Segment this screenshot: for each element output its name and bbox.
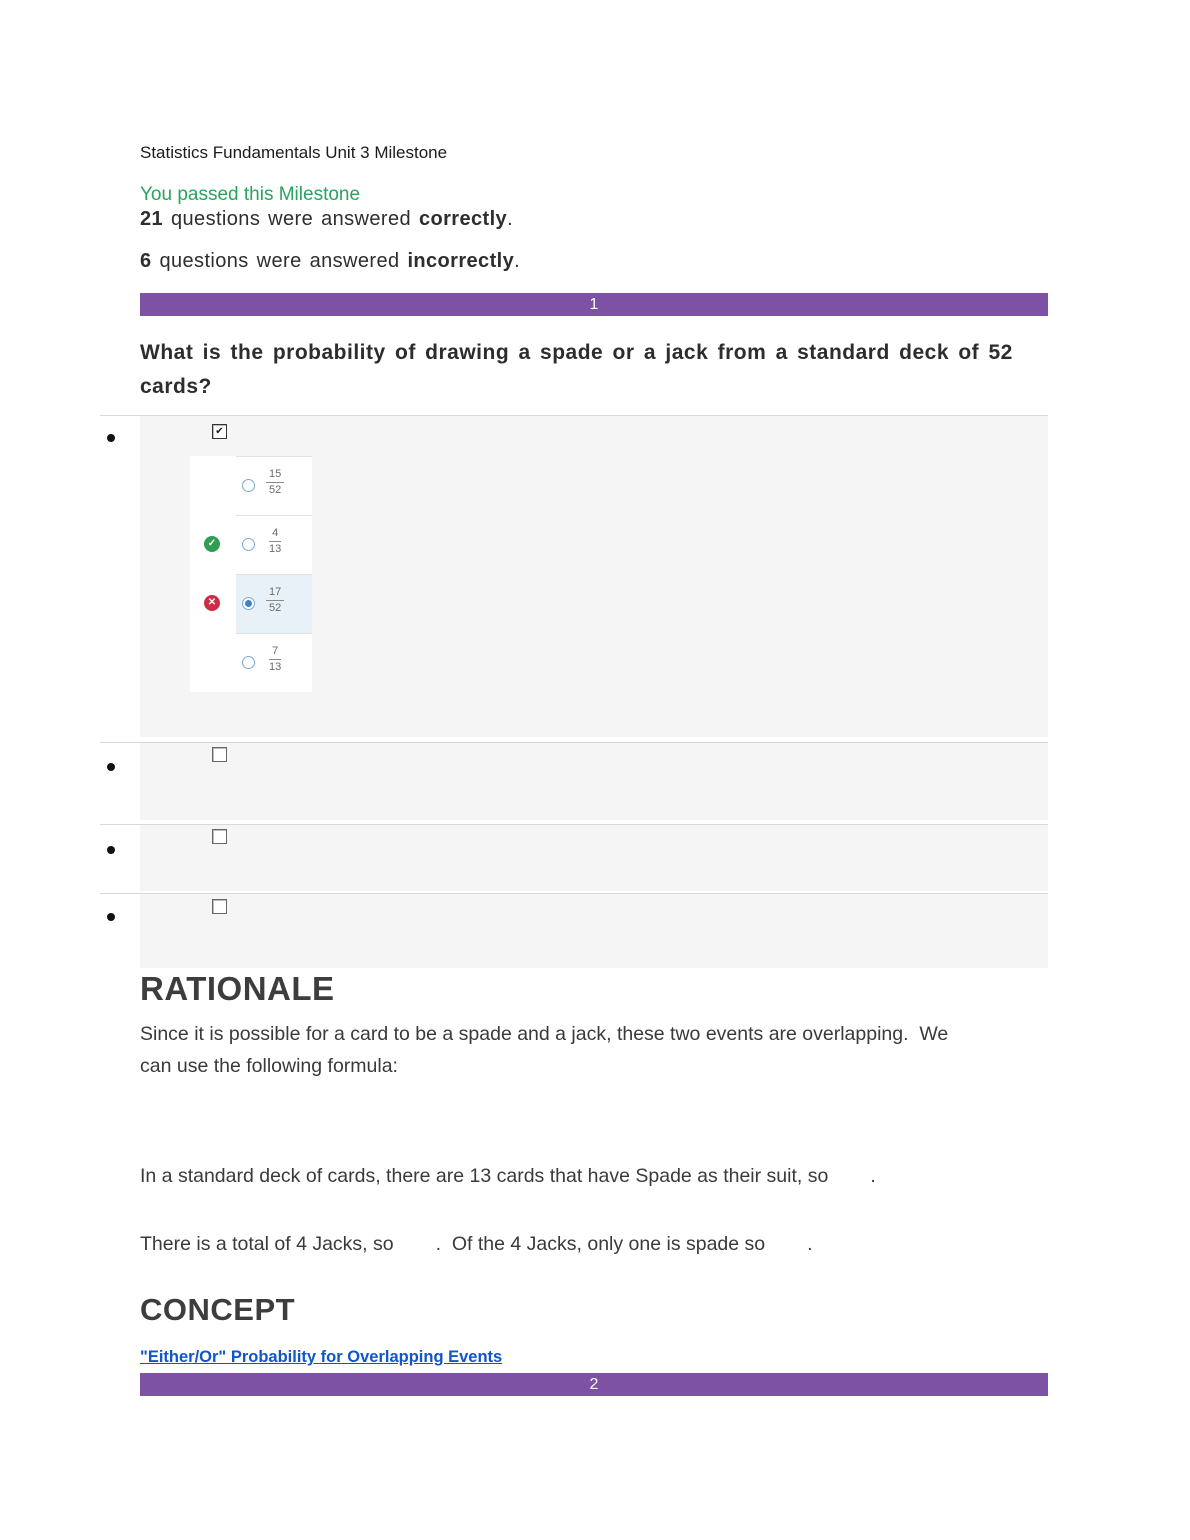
incorrect-score-line xyxy=(140,250,520,273)
incorrect-period: . xyxy=(514,250,521,272)
rationale-paragraph-3 xyxy=(140,1228,980,1260)
fraction-value xyxy=(266,644,284,675)
correct-score-line xyxy=(140,208,513,231)
answer-checkbox-empty[interactable] xyxy=(212,829,227,844)
answer-option-block-3 xyxy=(100,824,1048,891)
option-separator xyxy=(236,456,312,457)
correct-answer-icon: ✓ xyxy=(204,536,220,552)
fraction-value xyxy=(266,585,284,616)
correct-count: 21 xyxy=(140,208,164,230)
fraction-denominator: 52 xyxy=(269,601,282,614)
radio-selected-icon[interactable] xyxy=(242,597,255,610)
rationale-paragraph-1: Since it is possible for a card to be a spade and a jack, these two events are overlapping. We can use the following formula: xyxy=(140,1023,949,1078)
answer-checkbox-empty[interactable] xyxy=(212,747,227,762)
incorrect-count: 6 xyxy=(140,250,152,272)
passed-message: You passed this Milestone xyxy=(140,184,361,205)
fraction-value xyxy=(266,467,284,498)
paragraph-3-text-b: . Of the 4 Jacks, only one is spade so xyxy=(435,1233,766,1255)
question-2-number-bar: 2 xyxy=(140,1373,1048,1396)
incorrect-emphasis: incorrectly xyxy=(407,250,515,272)
correct-emphasis: correctly xyxy=(418,208,508,230)
option-row-15-52[interactable] xyxy=(190,456,312,515)
radio-unselected-icon[interactable] xyxy=(242,479,255,492)
fraction-denominator: 13 xyxy=(269,542,282,555)
fraction-value xyxy=(266,526,284,557)
radio-unselected-icon[interactable] xyxy=(242,538,255,551)
answer-area-background xyxy=(140,894,1048,968)
list-bullet xyxy=(107,913,115,921)
incorrect-middle-text: questions were answered xyxy=(151,250,408,272)
option-separator xyxy=(236,515,312,516)
option-separator xyxy=(236,574,312,575)
answer-area-background xyxy=(140,825,1048,891)
option-row-7-13[interactable] xyxy=(190,633,312,692)
paragraph-3-text-a: There is a total of 4 Jacks, so xyxy=(140,1233,394,1255)
option-row-4-13[interactable] xyxy=(190,515,312,574)
fraction-numerator: 17 xyxy=(266,585,284,601)
concept-heading: CONCEPT xyxy=(140,1292,296,1327)
paragraph-2-text: In a standard deck of cards, there are 13 cards that have Spade as their suit, so xyxy=(140,1165,829,1187)
fraction-numerator: 7 xyxy=(269,644,281,660)
radio-unselected-icon[interactable] xyxy=(242,656,255,669)
list-bullet xyxy=(107,846,115,854)
answer-checkbox-empty[interactable] xyxy=(212,899,227,914)
answer-option-block-4 xyxy=(100,893,1048,968)
answer-area-background xyxy=(140,743,1048,820)
fraction-numerator: 4 xyxy=(269,526,281,542)
radio-options-panel xyxy=(190,456,312,692)
list-bullet xyxy=(107,763,115,771)
fraction-numerator: 15 xyxy=(266,467,284,483)
incorrect-answer-icon: ✕ xyxy=(204,595,220,611)
fraction-denominator: 13 xyxy=(269,660,282,673)
rationale-heading: RATIONALE xyxy=(140,970,335,1007)
list-bullet xyxy=(107,434,115,442)
question-1-text: What is the probability of drawing a spade or a jack from a standard deck of 52 cards? xyxy=(140,341,1013,399)
document-title: Statistics Fundamentals Unit 3 Milestone xyxy=(140,143,448,162)
option-row-17-52[interactable] xyxy=(190,574,312,633)
answer-option-block-1 xyxy=(100,415,1048,737)
rationale-paragraph-2 xyxy=(140,1160,980,1192)
option-separator xyxy=(236,633,312,634)
answer-checkbox-checked[interactable]: ✔ xyxy=(212,424,227,439)
fraction-denominator: 52 xyxy=(269,483,282,496)
paragraph-3-period: . xyxy=(807,1233,813,1255)
correct-middle-text: questions were answered xyxy=(163,208,419,230)
question-1-number-bar: 1 xyxy=(140,293,1048,316)
concept-link[interactable]: "Either/Or" Probability for Overlapping Events xyxy=(140,1348,503,1366)
paragraph-2-period: . xyxy=(870,1165,876,1187)
correct-period: . xyxy=(507,208,514,230)
answer-option-block-2 xyxy=(100,742,1048,820)
